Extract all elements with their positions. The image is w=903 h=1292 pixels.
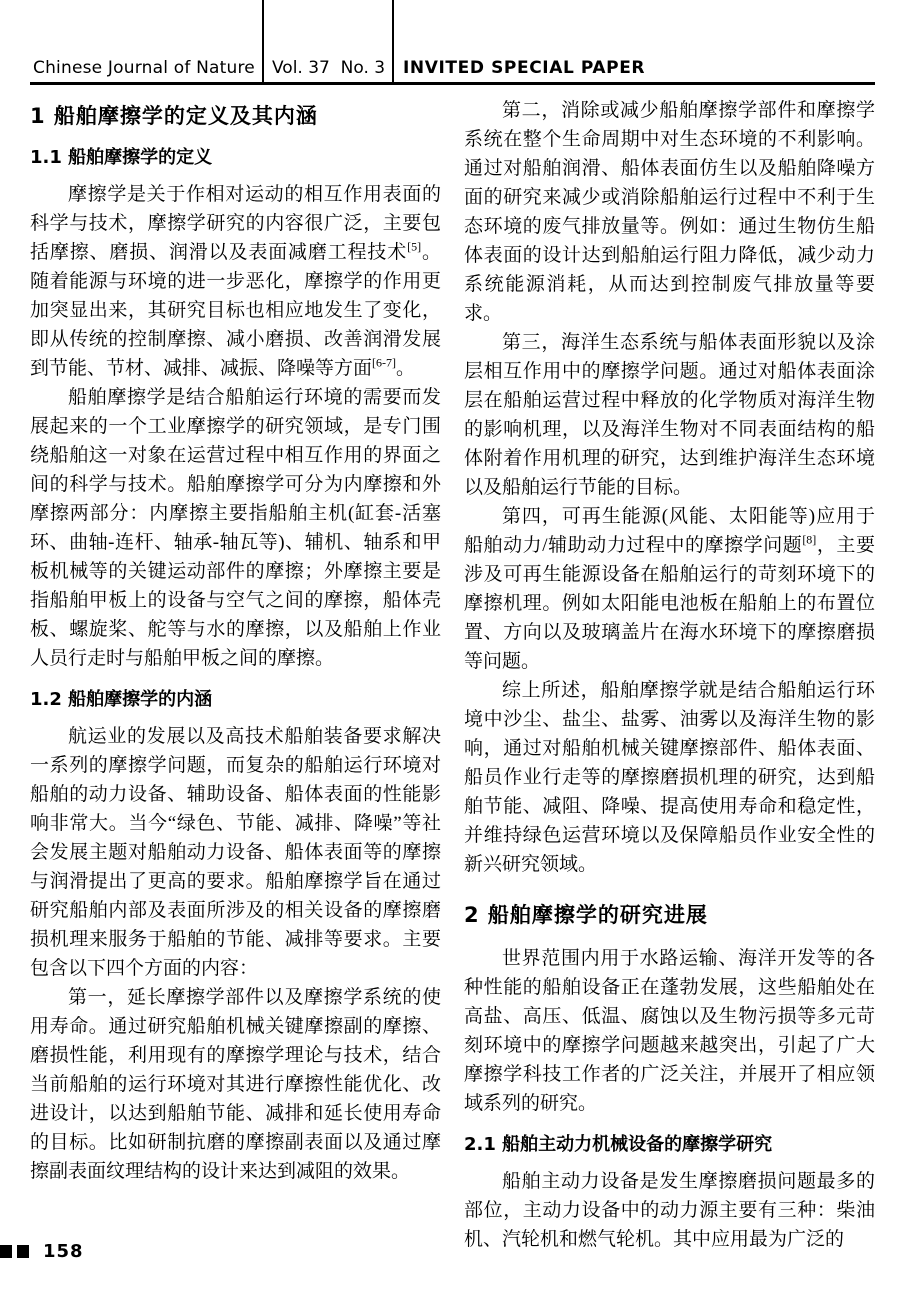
- paragraph-summary: 综上所述，船舶摩擦学就是结合船舶运行环境中沙尘、盐尘、盐雾、油雾以及海洋生物的影响，通过对船舶机械关键摩擦部件、船体表面、船员作业行走等的摩擦磨损机理的研究，达到船舶节能、减阻、降噪、提高使用寿命和稳定性，并维持绿色运营环境以及保障船员作业安全性的新兴研究领域。: [464, 680, 875, 875]
- paragraph-text: 。随着能源与环境的进一步恶化，摩擦学的作用更加突显出来，其研究目标也相应地发生了变化，即从传统的控制摩擦、减小磨损、改善润滑发展到节能、节材、减排、减振、降噪等方面: [30, 242, 441, 379]
- header-rule: [30, 82, 875, 85]
- paragraph-research-progress: 世界范围内用于水路运输、海洋开发等的各种性能的船舶设备正在蓬勃发展，这些船舶处在高盐、高压、低温、腐蚀以及生物污损等多元苛刻环境中的摩擦学问题越来越突出，引起了广大摩擦学科技工作者的广泛关注，并展开了相应领域系列的研究。: [464, 948, 875, 1114]
- page-footer: [0, 1240, 84, 1262]
- article-body: [30, 96, 875, 1254]
- paragraph-point-four: [464, 502, 875, 676]
- paper-type-banner: INVITED SPECIAL PAPER: [403, 58, 646, 78]
- left-column: [30, 96, 441, 1254]
- volume-issue: Vol. 37 No. 3: [272, 58, 386, 78]
- footer-square-icon: [17, 1245, 29, 1258]
- header-divider-right: [392, 0, 394, 84]
- section-1-heading: 1 船舶摩擦学的定义及其内涵: [30, 104, 318, 128]
- section-2-heading: 2 船舶摩擦学的研究进展: [464, 903, 708, 927]
- page-header: [0, 0, 903, 84]
- header-divider-left: [262, 0, 264, 84]
- paragraph-point-one: 第一，延长摩擦学部件以及摩擦学系统的使用寿命。通过研究船舶机械关键摩擦副的摩擦、磨损性能，利用现有的摩擦学理论与技术，结合当前船舶的运行环境对其进行摩擦性能优化、改进设计，以达到船舶节能、减排和延长使用寿命的目标。比如研制抗磨的摩擦副表面以及通过摩擦副表面纹理结构的设计来达到减阻的效果。: [30, 987, 441, 1182]
- paragraph-text: 摩擦学是关于作相对运动的相互作用表面的科学与技术，摩擦学研究的内容很广泛，主要包括摩擦、磨损、润滑以及表面减磨工程技术: [30, 184, 441, 263]
- paragraph-inner-outer-friction: 船舶摩擦学是结合船舶运行环境的需要而发展起来的一个工业摩擦学的研究领域，是专门围绕船舶这一对象在运营过程中相互作用的界面之间的科学与技术。船舶摩擦学可分为内摩擦和外摩擦两部分：内摩擦主要指船舶主机(缸套-活塞环、曲轴-连杆、轴承-轴瓦等)、辅机、轴系和甲板机械等的关键运动部件的摩擦；外摩擦主要是指船舶甲板上的设备与空气之间的摩擦，船体壳板、螺旋桨、舵等与水的摩擦，以及船舶上作业人员行走时与船舶甲板之间的摩擦。: [30, 387, 441, 669]
- citation-ref-5: [5]: [407, 239, 422, 254]
- paragraph-text: 。: [396, 358, 416, 379]
- paragraph-main-power: 船舶主动力设备是发生摩擦磨损问题最多的部位，主动力设备中的动力源主要有三种：柴油机、汽轮机和燃气轮机。其中应用最为广泛的: [464, 1171, 875, 1250]
- section-1-2-heading: 1.2 船舶摩擦学的内涵: [30, 689, 213, 710]
- journal-title: Chinese Journal of Nature: [33, 58, 255, 78]
- page-number: 158: [43, 1240, 84, 1262]
- paragraph-point-three: 第三，海洋生态系统与船体表面形貌以及涂层相互作用中的摩擦学问题。通过对船体表面涂层在船舶运营过程中释放的化学物质对海洋生物的影响机理，以及海洋生物对不同表面结构的船体附着作用机理的研究，达到维护海洋生态环境以及船舶运行节能的目标。: [464, 332, 875, 498]
- section-1-1-heading: 1.1 船舶摩擦学的定义: [30, 147, 213, 168]
- footer-square-icon: [0, 1245, 12, 1258]
- paragraph-definition: [30, 180, 441, 383]
- paragraph-text: ，主要涉及可再生能源设备在船舶运行的苛刻环境下的摩擦机理。例如太阳能电池板在船舶上的布置位置、方向以及玻璃盖片在海水环境下的摩擦磨损等问题。: [464, 535, 875, 672]
- citation-ref-8: [8]: [802, 532, 817, 547]
- paragraph-connotation: 航运业的发展以及高技术船舶装备要求解决一系列的摩擦学问题，而复杂的船舶运行环境对船舶的动力设备、辅助设备、船体表面的性能影响非常大。当今“绿色、节能、减排、降噪”等社会发展主题对船舶动力设备、船体表面等的摩擦与润滑提出了更高的要求。船舶摩擦学旨在通过研究船舶内部及表面所涉及的相关设备的摩擦磨损机理来服务于船舶的节能、减排等要求。主要包含以下四个方面的内容：: [30, 726, 441, 979]
- paragraph-point-two: 第二，消除或减少船舶摩擦学部件和摩擦学系统在整个生命周期中对生态环境的不利影响。通过对船舶润滑、船体表面仿生以及船舶降噪方面的研究来减少或消除船舶运行过程中不利于生态环境的废气排放量等。例如：通过生物仿生船体表面的设计达到船舶运行阻力降低，减少动力系统能源消耗，从而达到控制废气排放量等要求。: [464, 100, 875, 324]
- paragraph-text: 第四，可再生能源(风能、太阳能等)应用于船舶动力/辅助动力过程中的摩擦学问题: [464, 506, 875, 556]
- citation-ref-6-7: [6-7]: [372, 355, 397, 370]
- right-column: [464, 96, 875, 1254]
- section-2-1-heading: 2.1 船舶主动力机械设备的摩擦学研究: [464, 1134, 773, 1155]
